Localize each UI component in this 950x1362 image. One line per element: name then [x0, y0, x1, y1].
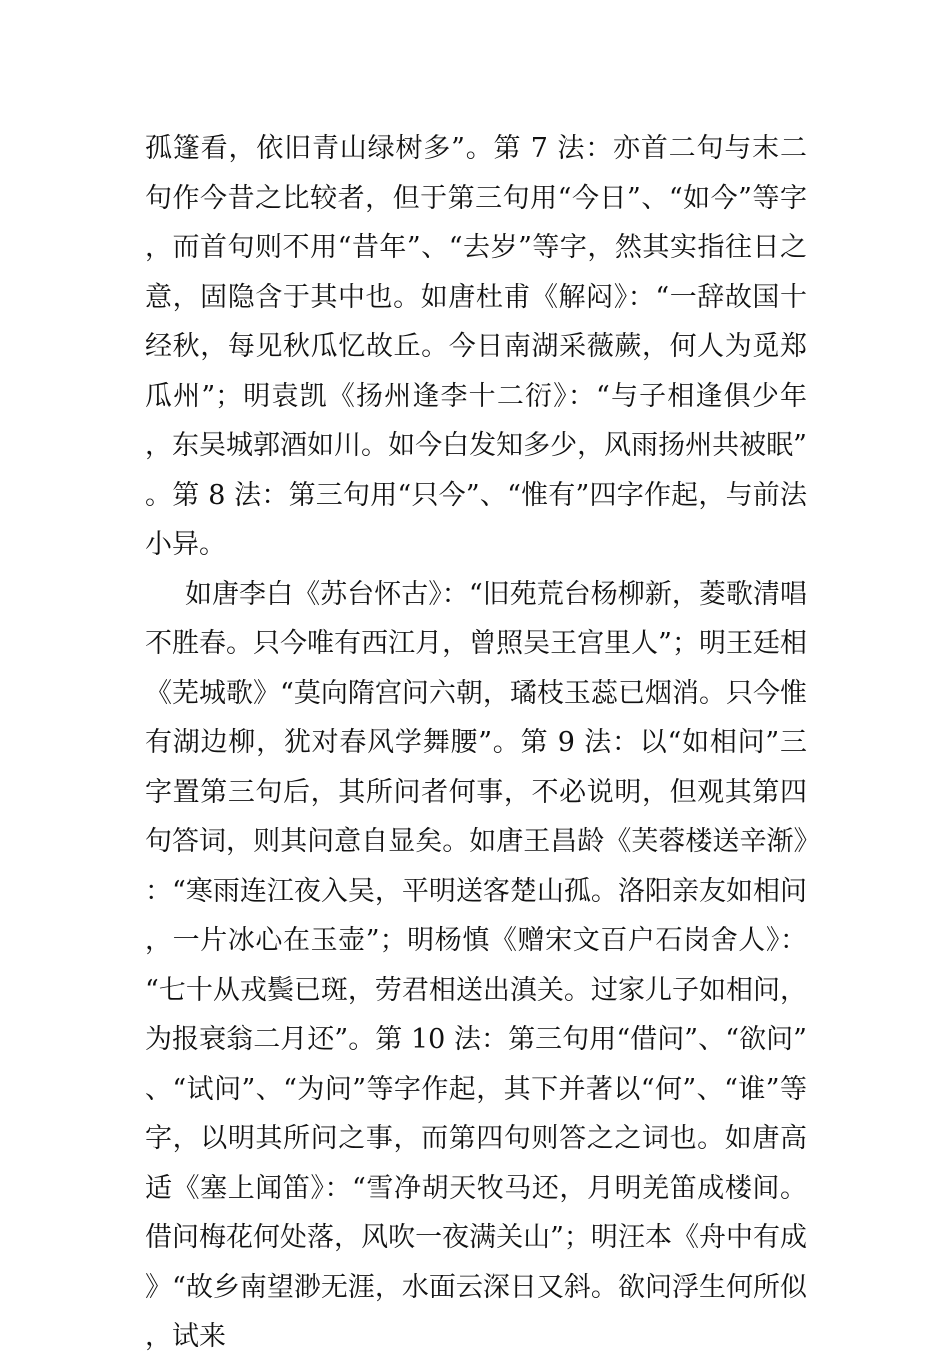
paragraph-2: 如唐李白《苏台怀古》：“旧苑荒台杨柳新，菱歌清唱不胜春。只今唯有西江月，曾照吴王宫里人”；明王廷相《芜城歌》“莫向隋宫问六朝，璚枝玉蕊已烟消。只今惟有湖边柳，犹对春风学舞腰”。第 9 法：以“如相问”三字置第三句后，其所问者何事，不必说明，但观其第四句答词，则其问意自显矣。如唐王昌龄《芙蓉楼送辛渐》：“寒雨连江夜入吴，平明送客楚山孤。洛阳亲友如相问，一片冰心在玉壶”；明杨慎《赠宋文百户石岗舍人》：“七十从戎鬓已斑，劳君相送出滇关。过家儿子如相问，为报衰翁二月还”。第 10 法：第三句用“借问”、“欲问”、“试问”、“为问”等字作起，其下并著以“何”、“谁”等字，以明其所问之事，而第四句则答之之词也。如唐高适《塞上闻笛》：“雪净胡天牧马还，月明羌笛成楼间。借问梅花何处落，风吹一夜满关山”；明汪本《舟中有成》“故乡南望渺无涯，水面云深日又斜。欲问浮生何所似，试来 [145, 578, 807, 1352]
paragraph-1: 孤篷看，依旧青山绿树多”。第 7 法：亦首二句与末二句作今昔之比较者，但于第三句用“今日”、“如今”等字，而首句则不用“昔年”、“去岁”等字，然其实指往日之意，固隐含于其中也。如唐杜甫《解闷》：“一辞故国十经秋，每见秋瓜忆故丘。今日南湖采薇蕨，何人为觅郑瓜州”；明袁凯《扬州逢李十二衍》：“与子相逢俱少年，东吴城郭酒如川。如今白发知多少，风雨扬州共被眠”。第 8 法：第三句用“只今”、“惟有”四字作起，与前法小异。 [145, 133, 807, 560]
document-page [145, 124, 807, 1362]
